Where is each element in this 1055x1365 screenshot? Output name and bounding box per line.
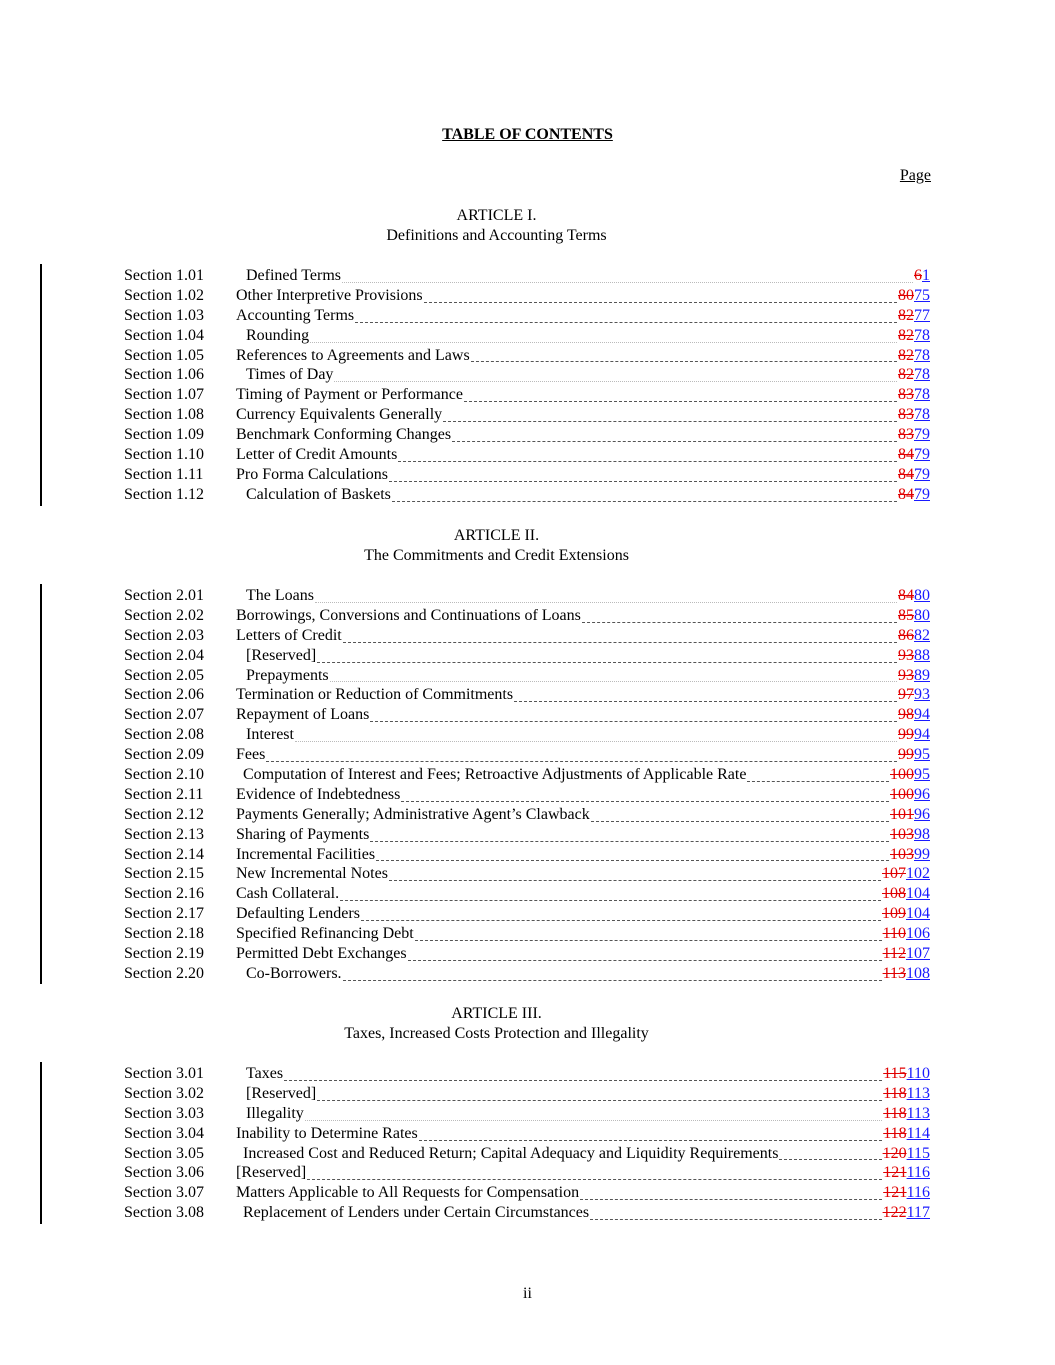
deleted-page-number: 113 xyxy=(882,964,906,982)
section-title: Currency Equivalents Generally xyxy=(236,406,443,424)
section-number: Section 2.02 xyxy=(124,606,204,624)
section-number: Section 1.10 xyxy=(124,446,204,464)
section-title: Inability to Determine Rates xyxy=(236,1124,418,1142)
section-number: Section 3.06 xyxy=(124,1164,204,1182)
leader-line xyxy=(747,768,889,782)
deleted-page-number: 99 xyxy=(898,746,914,764)
section-title: Repayment of Loans xyxy=(236,706,370,724)
section-number: Section 1.11 xyxy=(124,465,204,483)
inserted-page-number-link[interactable]: 104 xyxy=(906,885,930,903)
page-reference xyxy=(898,745,930,765)
deleted-page-number: 108 xyxy=(882,885,906,903)
leader-line xyxy=(464,388,897,402)
toc-entry[interactable] xyxy=(124,1163,930,1183)
inserted-page-number-link[interactable]: 78 xyxy=(914,366,930,384)
inserted-page-number-link[interactable]: 110 xyxy=(906,1065,930,1082)
page-reference xyxy=(898,606,930,626)
toc-entry[interactable] xyxy=(124,1124,930,1144)
section-title: Accounting Terms xyxy=(236,306,355,324)
page-reference xyxy=(898,286,930,306)
deleted-page-number: 122 xyxy=(882,1204,907,1222)
deleted-page-number: 118 xyxy=(883,1124,907,1142)
deleted-page-number: 121 xyxy=(883,1164,907,1182)
section-title: Payments Generally; Administrative Agent’s Clawback xyxy=(236,805,590,823)
section-number: Section 2.06 xyxy=(124,686,204,704)
section-title: Specified Refinancing Debt xyxy=(236,925,414,943)
page-reference xyxy=(890,785,930,805)
section-title: [Reserved] xyxy=(246,646,317,664)
section-title: Defaulting Lenders xyxy=(236,905,360,923)
toc-title: TABLE OF CONTENTS xyxy=(442,126,613,143)
section-number: Section 2.07 xyxy=(124,706,204,724)
leader-line xyxy=(355,309,897,323)
page-reference xyxy=(898,385,930,405)
inserted-page-number-link[interactable]: 77 xyxy=(914,306,930,324)
section-title: References to Agreements and Laws xyxy=(236,346,470,364)
inserted-page-number-link[interactable]: 117 xyxy=(906,1204,930,1222)
section-number: Section 2.11 xyxy=(124,785,204,803)
section-number: Section 2.08 xyxy=(124,726,204,744)
inserted-page-number-link[interactable]: 113 xyxy=(906,1084,930,1102)
page-reference xyxy=(882,904,930,924)
section-title: Pro Forma Calculations xyxy=(236,465,388,483)
page-reference xyxy=(898,405,930,425)
deleted-page-number: 82 xyxy=(898,366,914,384)
section-number: Section 3.04 xyxy=(124,1124,204,1142)
page-reference xyxy=(882,884,930,904)
section-number: Section 3.01 xyxy=(124,1065,204,1082)
section-number: Section 2.17 xyxy=(124,905,204,923)
inserted-page-number-link[interactable]: 78 xyxy=(914,346,930,364)
deleted-page-number: 6 xyxy=(914,267,922,284)
page-reference xyxy=(898,326,930,346)
deleted-page-number: 115 xyxy=(883,1065,907,1082)
page-reference xyxy=(898,666,930,686)
section-number: Section 1.08 xyxy=(124,406,204,424)
section-number: Section 1.09 xyxy=(124,426,204,444)
inserted-page-number-link[interactable]: 98 xyxy=(914,825,930,843)
leader-line xyxy=(779,1146,881,1160)
page-reference xyxy=(898,586,930,606)
section-title: Benchmark Conforming Changes xyxy=(236,426,452,444)
leader-line xyxy=(370,708,897,722)
page-number: ii xyxy=(523,1285,532,1302)
toc-entry[interactable] xyxy=(124,465,930,485)
deleted-page-number: 120 xyxy=(882,1144,907,1162)
deleted-page-number: 110 xyxy=(882,925,906,943)
inserted-page-number-link[interactable]: 78 xyxy=(914,406,930,424)
section-number: Section 2.10 xyxy=(124,766,204,784)
article-number: ARTICLE II. xyxy=(453,527,540,544)
deleted-page-number: 118 xyxy=(883,1104,907,1122)
inserted-page-number-link[interactable]: 95 xyxy=(914,746,930,764)
leader-line xyxy=(317,1087,882,1101)
section-number: Section 3.03 xyxy=(124,1104,204,1122)
article-number: ARTICLE I. xyxy=(456,207,537,224)
leader-line xyxy=(389,867,881,881)
section-title: The Loans xyxy=(246,587,314,604)
toc-entry[interactable] xyxy=(124,646,930,666)
deleted-page-number: 80 xyxy=(898,286,914,304)
deleted-page-number: 93 xyxy=(898,666,914,684)
section-number: Section 2.04 xyxy=(124,646,204,664)
section-title: Incremental Facilities xyxy=(236,845,376,863)
section-number: Section 1.12 xyxy=(124,485,204,503)
inserted-page-number-link[interactable]: 94 xyxy=(914,726,930,744)
leader-line xyxy=(343,967,882,981)
deleted-page-number: 84 xyxy=(898,465,914,483)
inserted-page-number-link[interactable]: 89 xyxy=(914,666,930,684)
inserted-page-number-link[interactable]: 113 xyxy=(906,1104,930,1122)
inserted-page-number-link[interactable]: 93 xyxy=(914,686,930,704)
deleted-page-number: 112 xyxy=(882,945,906,963)
toc-entry[interactable] xyxy=(124,346,930,366)
section-number: Section 3.05 xyxy=(124,1144,204,1162)
article-heading xyxy=(0,1004,993,1044)
section-number: Section 1.03 xyxy=(124,306,204,324)
deleted-page-number: 121 xyxy=(883,1184,907,1202)
toc-entry[interactable] xyxy=(124,425,930,445)
section-number: Section 2.13 xyxy=(124,825,204,843)
article-subtitle: Definitions and Accounting Terms xyxy=(386,227,607,244)
toc-entry[interactable] xyxy=(124,1064,930,1084)
toc-entry[interactable] xyxy=(124,606,930,626)
toc-entry[interactable] xyxy=(124,1203,930,1223)
article-section-list xyxy=(124,1064,930,1223)
section-title: New Incremental Notes xyxy=(236,865,388,883)
section-number: Section 3.07 xyxy=(124,1184,204,1202)
deleted-page-number: 93 xyxy=(898,646,914,664)
article-section-list xyxy=(124,586,930,984)
leader-line xyxy=(424,289,897,303)
section-title: Defined Terms xyxy=(246,267,341,284)
section-title: Illegality xyxy=(246,1104,304,1122)
toc-entry[interactable] xyxy=(124,626,930,646)
leader-line xyxy=(315,589,897,603)
section-title: Evidence of Indebtedness xyxy=(236,785,401,803)
inserted-page-number-link[interactable]: 116 xyxy=(906,1164,930,1182)
deleted-page-number: 97 xyxy=(898,686,914,704)
page-reference xyxy=(883,944,930,964)
page-reference xyxy=(898,626,930,646)
leader-line xyxy=(582,609,897,623)
section-title: Replacement of Lenders under Certain Circumstances xyxy=(243,1204,590,1222)
page-reference xyxy=(883,1144,930,1164)
leader-line xyxy=(443,408,897,422)
leader-line xyxy=(334,368,897,382)
section-title: Interest xyxy=(246,726,294,744)
deleted-page-number: 83 xyxy=(898,426,914,444)
section-number: Section 2.20 xyxy=(124,964,204,982)
inserted-page-number-link[interactable]: 80 xyxy=(914,606,930,624)
leader-line xyxy=(330,668,897,682)
page-reference xyxy=(883,1084,930,1104)
page-reference xyxy=(890,845,930,865)
article-subtitle: Taxes, Increased Costs Protection and Illegality xyxy=(344,1025,649,1042)
section-title: Increased Cost and Reduced Return; Capital Adequacy and Liquidity Requirements xyxy=(243,1144,779,1162)
page-reference xyxy=(898,705,930,725)
deleted-page-number: 82 xyxy=(898,326,914,344)
section-number: Section 2.12 xyxy=(124,805,204,823)
toc-entry[interactable] xyxy=(124,1144,930,1164)
inserted-page-number-link[interactable]: 108 xyxy=(906,964,930,982)
toc-entry[interactable] xyxy=(124,825,930,845)
leader-line xyxy=(401,788,889,802)
inserted-page-number-link[interactable]: 115 xyxy=(906,1144,930,1162)
toc-entry[interactable] xyxy=(124,884,930,904)
section-title: [Reserved] xyxy=(236,1164,307,1182)
inserted-page-number-link[interactable]: 96 xyxy=(914,785,930,803)
leader-line xyxy=(361,907,881,921)
inserted-page-number-link[interactable]: 79 xyxy=(914,485,930,503)
leader-line xyxy=(310,329,897,343)
toc-entry[interactable] xyxy=(124,845,930,865)
change-bar xyxy=(40,584,42,984)
toc-entry[interactable] xyxy=(124,924,930,944)
section-number: Section 1.05 xyxy=(124,346,204,364)
section-title: Letters of Credit xyxy=(236,626,342,644)
section-number: Section 3.08 xyxy=(124,1204,204,1222)
change-bar xyxy=(40,264,42,506)
leader-line xyxy=(370,828,889,842)
leader-line xyxy=(514,688,897,702)
inserted-page-number-link[interactable]: 99 xyxy=(914,845,930,863)
toc-entry[interactable] xyxy=(124,266,930,286)
leader-line xyxy=(317,649,897,663)
inserted-page-number-link[interactable]: 78 xyxy=(914,326,930,344)
toc-entry[interactable] xyxy=(124,944,930,964)
inserted-page-number-link[interactable]: 79 xyxy=(914,446,930,464)
leader-line xyxy=(340,887,881,901)
section-number: Section 2.15 xyxy=(124,865,204,883)
page-reference xyxy=(898,725,930,745)
toc-entry[interactable] xyxy=(124,1084,930,1104)
page-reference xyxy=(890,765,930,785)
leader-line xyxy=(266,748,897,762)
leader-line xyxy=(392,488,897,502)
inserted-page-number-link[interactable]: 116 xyxy=(906,1184,930,1202)
deleted-page-number: 82 xyxy=(898,346,914,364)
toc-entry[interactable] xyxy=(124,745,930,765)
leader-line xyxy=(343,629,897,643)
leader-line xyxy=(419,1127,882,1141)
leader-line xyxy=(398,448,897,462)
page-reference xyxy=(883,1124,930,1144)
section-number: Section 2.19 xyxy=(124,945,204,963)
section-number: Section 2.05 xyxy=(124,666,204,684)
page-reference xyxy=(883,964,930,984)
deleted-page-number: 83 xyxy=(898,406,914,424)
article-subtitle: The Commitments and Credit Extensions xyxy=(364,547,629,564)
page-reference xyxy=(882,864,930,884)
section-number: Section 1.04 xyxy=(124,326,204,344)
section-title: Prepayments xyxy=(246,666,329,684)
deleted-page-number: 99 xyxy=(898,726,914,744)
page-reference xyxy=(898,646,930,666)
article-heading xyxy=(0,206,993,246)
toc-entry[interactable] xyxy=(124,765,930,785)
page-reference xyxy=(898,485,930,505)
toc-entry[interactable] xyxy=(124,904,930,924)
inserted-page-number-link[interactable]: 80 xyxy=(914,587,930,604)
toc-entry[interactable] xyxy=(124,365,930,385)
deleted-page-number: 118 xyxy=(883,1084,907,1102)
page-reference xyxy=(898,685,930,705)
section-title: Rounding xyxy=(246,326,310,344)
section-number: Section 1.02 xyxy=(124,286,204,304)
deleted-page-number: 103 xyxy=(890,825,914,843)
page-reference xyxy=(883,1064,930,1084)
inserted-page-number-link[interactable]: 95 xyxy=(914,766,930,784)
change-bar xyxy=(40,1062,42,1224)
page-reference xyxy=(898,425,930,445)
deleted-page-number: 98 xyxy=(898,706,914,724)
leader-line xyxy=(389,468,897,482)
leader-line xyxy=(305,1107,882,1121)
section-number: Section 2.18 xyxy=(124,925,204,943)
page-reference xyxy=(898,465,930,485)
article-number: ARTICLE III. xyxy=(451,1005,542,1022)
section-title: Computation of Interest and Fees; Retroactive Adjustments of Applicable Rate xyxy=(243,766,747,784)
page-reference xyxy=(898,445,930,465)
toc-entry[interactable] xyxy=(124,1104,930,1124)
inserted-page-number-link[interactable]: 106 xyxy=(906,925,930,943)
section-number: Section 1.01 xyxy=(124,267,204,284)
leader-line xyxy=(295,728,897,742)
toc-entry[interactable] xyxy=(124,805,930,825)
toc-entry[interactable] xyxy=(124,306,930,326)
section-title: [Reserved] xyxy=(246,1084,317,1102)
section-title: Borrowings, Conversions and Continuations of Loans xyxy=(236,606,581,624)
page-reference xyxy=(883,1203,930,1223)
deleted-page-number: 101 xyxy=(890,805,914,823)
section-title: Matters Applicable to All Requests for Compensation xyxy=(236,1184,580,1202)
inserted-page-number-link[interactable]: 96 xyxy=(914,805,930,823)
leader-line xyxy=(408,947,882,961)
deleted-page-number: 103 xyxy=(890,845,914,863)
inserted-page-number-link[interactable]: 114 xyxy=(906,1124,930,1142)
toc-entry[interactable] xyxy=(124,326,930,346)
page-reference xyxy=(883,1104,930,1124)
inserted-page-number-link[interactable]: 1 xyxy=(922,267,930,284)
deleted-page-number: 84 xyxy=(898,446,914,464)
deleted-page-number: 84 xyxy=(898,587,914,604)
page-reference xyxy=(883,924,930,944)
leader-line xyxy=(284,1067,882,1081)
toc-entry[interactable] xyxy=(124,385,930,405)
deleted-page-number: 83 xyxy=(898,386,914,404)
toc-entry[interactable] xyxy=(124,685,930,705)
toc-entry[interactable] xyxy=(124,586,930,606)
deleted-page-number: 107 xyxy=(882,865,906,883)
section-title: Calculation of Baskets xyxy=(246,485,391,503)
page-column-label: Page xyxy=(899,167,931,184)
article-section-list xyxy=(124,266,930,505)
section-number: Section 3.02 xyxy=(124,1084,204,1102)
section-title: Letter of Credit Amounts xyxy=(236,446,398,464)
leader-line xyxy=(452,428,897,442)
page-reference xyxy=(883,1163,930,1183)
page-reference xyxy=(883,1183,930,1203)
section-title: Fees xyxy=(236,746,266,764)
leader-line xyxy=(580,1186,882,1200)
page-reference xyxy=(890,825,930,845)
leader-line xyxy=(590,1206,882,1220)
deleted-page-number: 82 xyxy=(898,306,914,324)
inserted-page-number-link[interactable]: 107 xyxy=(906,945,930,963)
page-reference xyxy=(890,805,930,825)
toc-entry[interactable] xyxy=(124,445,930,465)
section-title: Cash Collateral. xyxy=(236,885,340,903)
leader-line xyxy=(591,808,889,822)
section-number: Section 1.07 xyxy=(124,386,204,404)
toc-entry[interactable] xyxy=(124,485,930,505)
deleted-page-number: 100 xyxy=(890,785,914,803)
deleted-page-number: 100 xyxy=(890,766,914,784)
section-number: Section 2.09 xyxy=(124,746,204,764)
inserted-page-number-link[interactable]: 94 xyxy=(914,706,930,724)
toc-entry[interactable] xyxy=(124,705,930,725)
toc-entry[interactable] xyxy=(124,666,930,686)
leader-line xyxy=(415,927,882,941)
inserted-page-number-link[interactable]: 79 xyxy=(914,465,930,483)
toc-entry[interactable] xyxy=(124,286,930,306)
section-number: Section 1.06 xyxy=(124,366,204,384)
inserted-page-number-link[interactable]: 79 xyxy=(914,426,930,444)
toc-entry[interactable] xyxy=(124,785,930,805)
inserted-page-number-link[interactable]: 82 xyxy=(914,626,930,644)
section-number: Section 2.14 xyxy=(124,845,204,863)
inserted-page-number-link[interactable]: 88 xyxy=(914,646,930,664)
section-title: Termination or Reduction of Commitments xyxy=(236,686,514,704)
section-title: Co-Borrowers. xyxy=(246,964,342,982)
inserted-page-number-link[interactable]: 75 xyxy=(914,286,930,304)
section-title: Other Interpretive Provisions xyxy=(236,286,423,304)
leader-line xyxy=(376,847,889,861)
toc-entry[interactable] xyxy=(124,864,930,884)
toc-entry[interactable] xyxy=(124,1183,930,1203)
toc-entry[interactable] xyxy=(124,725,930,745)
page-reference xyxy=(898,365,930,385)
toc-entry[interactable] xyxy=(124,405,930,425)
deleted-page-number: 86 xyxy=(898,626,914,644)
deleted-page-number: 84 xyxy=(898,485,914,503)
deleted-page-number: 109 xyxy=(882,905,906,923)
leader-line xyxy=(342,269,913,283)
section-title: Permitted Debt Exchanges xyxy=(236,945,407,963)
toc-entry[interactable] xyxy=(124,964,930,984)
section-title: Taxes xyxy=(246,1065,284,1082)
section-number: Section 2.03 xyxy=(124,626,204,644)
inserted-page-number-link[interactable]: 102 xyxy=(906,865,930,883)
section-number: Section 2.01 xyxy=(124,587,204,604)
leader-line xyxy=(307,1166,882,1180)
inserted-page-number-link[interactable]: 78 xyxy=(914,386,930,404)
section-title: Sharing of Payments xyxy=(236,825,370,843)
section-number: Section 2.16 xyxy=(124,885,204,903)
article-heading xyxy=(0,526,993,566)
deleted-page-number: 85 xyxy=(898,606,914,624)
section-title: Times of Day xyxy=(246,366,334,384)
inserted-page-number-link[interactable]: 104 xyxy=(906,905,930,923)
page-reference xyxy=(914,266,930,286)
section-title: Timing of Payment or Performance xyxy=(236,386,463,404)
leader-line xyxy=(471,348,897,362)
page-reference xyxy=(898,346,930,366)
page-reference xyxy=(898,306,930,326)
